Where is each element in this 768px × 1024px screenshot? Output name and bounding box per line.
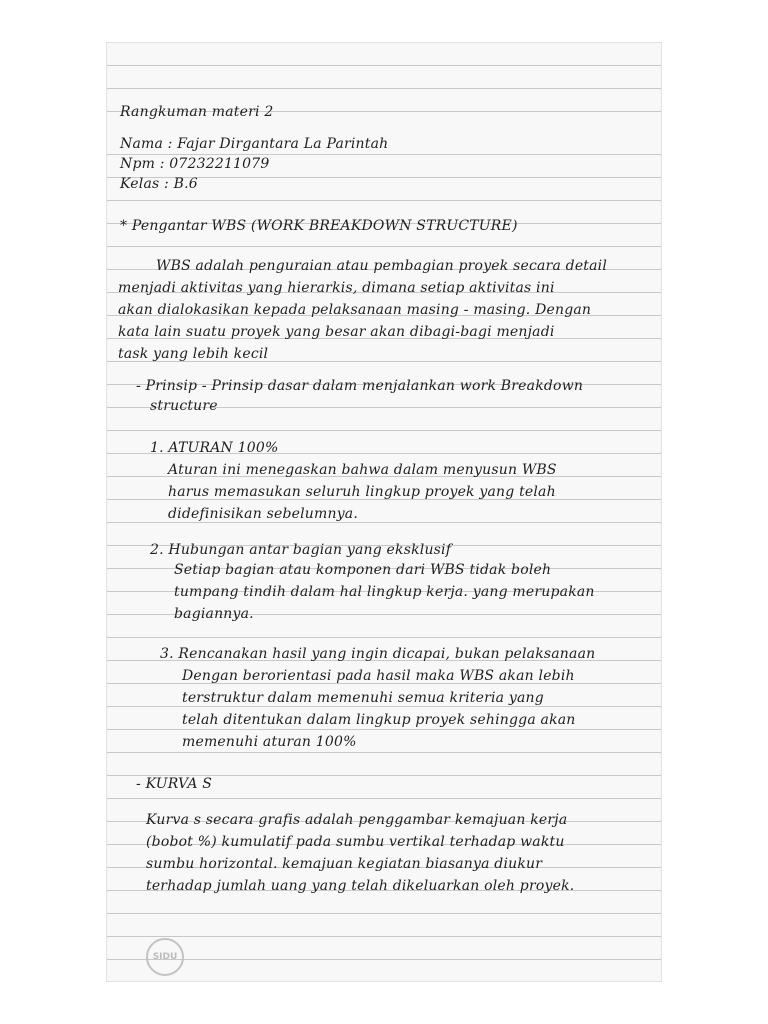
- kurva-paragraph-line: sumbu horizontal. kemajuan kegiatan biasanya diukur: [146, 856, 543, 872]
- rule3-body-line: telah ditentukan dalam lingkup proyek sehingga akan: [182, 712, 576, 728]
- kurva-paragraph-line: (bobot %) kumulatif pada sumbu vertikal terhadap waktu: [146, 834, 565, 850]
- rule2-body-line: tumpang tindih dalam hal lingkup kerja. yang merupakan: [174, 584, 595, 600]
- rule3-body-line: terstruktur dalam memenuhi semua kriteria yang: [182, 690, 544, 706]
- wbs-paragraph-line: WBS adalah penguraian atau pembagian proyek secara detail: [156, 258, 608, 274]
- rule2-body-line: bagiannya.: [174, 606, 254, 622]
- rule1-body-line: Aturan ini menegaskan bahwa dalam menyusun WBS: [168, 462, 557, 478]
- rule1-heading: 1. ATURAN 100%: [150, 440, 279, 456]
- student-npm: Npm : 07232211079: [120, 156, 270, 172]
- principles-intro-line: - Prinsip - Prinsip dasar dalam menjalankan work Breakdown: [136, 378, 584, 394]
- rule3-body-line: Dengan berorientasi pada hasil maka WBS akan lebih: [182, 668, 575, 684]
- rule2-heading: 2. Hubungan antar bagian yang eksklusif: [150, 542, 452, 558]
- principles-intro-line: structure: [150, 398, 218, 414]
- kurva-paragraph-line: terhadap jumlah uang yang telah dikeluarkan oleh proyek.: [146, 878, 575, 894]
- page-title: Rangkuman materi 2: [120, 104, 274, 120]
- wbs-paragraph-line: menjadi aktivitas yang hierarkis, dimana setiap aktivitas ini: [118, 280, 555, 296]
- kurva-paragraph-line: Kurva s secara grafis adalah penggambar kemajuan kerja: [146, 812, 568, 828]
- student-class: Kelas : B.6: [120, 176, 198, 192]
- sidu-seal-logo: SIDU: [146, 938, 184, 976]
- rule1-body-line: didefinisikan sebelumnya.: [168, 506, 359, 522]
- rule3-body-line: memenuhi aturan 100%: [182, 734, 357, 750]
- wbs-paragraph-line: kata lain suatu proyek yang besar akan dibagi-bagi menjadi: [118, 324, 555, 340]
- rule3-heading: 3. Rencanakan hasil yang ingin dicapai, bukan pelaksanaan: [160, 646, 596, 662]
- kurva-heading: - KURVA S: [136, 776, 213, 792]
- rule1-body-line: harus memasukan seluruh lingkup proyek yang telah: [168, 484, 556, 500]
- wbs-heading: * Pengantar WBS (WORK BREAKDOWN STRUCTURE): [120, 218, 518, 234]
- wbs-paragraph-line: task yang lebih kecil: [118, 346, 269, 362]
- wbs-paragraph-line: akan dialokasikan kepada pelaksanaan masing - masing. Dengan: [118, 302, 592, 318]
- student-name: Nama : Fajar Dirgantara La Parintah: [120, 136, 389, 152]
- rule2-body-line: Setiap bagian atau komponen dari WBS tidak boleh: [174, 562, 552, 578]
- notebook-page: [106, 42, 662, 982]
